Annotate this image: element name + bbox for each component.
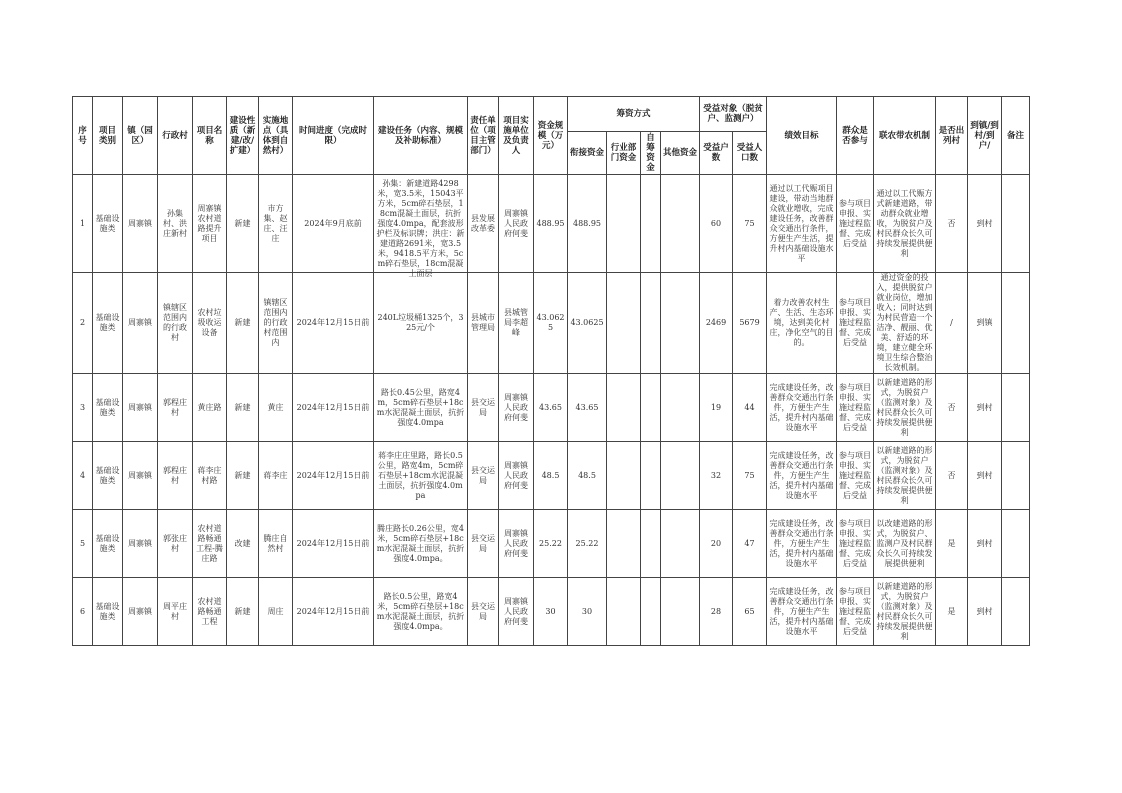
cell-ben-people: 75 xyxy=(733,442,767,510)
cell-location: 市方集、赵庄、汪庄 xyxy=(259,175,293,273)
cell-ben-people: 44 xyxy=(733,374,767,442)
header-funding-self: 自筹资金 xyxy=(641,132,661,175)
cell-task xyxy=(374,374,468,442)
cell-village: 孙集村、洪庄新村 xyxy=(158,175,193,273)
cell-task xyxy=(374,578,468,646)
table-row xyxy=(73,578,1030,646)
cell-funding-self xyxy=(641,374,661,442)
cell-funding-industry xyxy=(607,175,641,273)
cell-level: 到村 xyxy=(968,510,1002,578)
cell-participation: 参与项目申报、实施过程监督、完成后受益 xyxy=(837,175,874,273)
cell-category: 基础设施类 xyxy=(93,374,123,442)
cell-project-name: 周寨镇农村道路提升项目 xyxy=(193,175,227,273)
cell-funding-industry xyxy=(607,442,641,510)
cell-task xyxy=(374,442,468,510)
cell-mechanism: 以新建道路的形式，为脱贫户（监测对象）及村民群众长久可持续发展提供便利 xyxy=(874,442,936,510)
header-unit: 责任单位（项目主管部门） xyxy=(468,97,499,175)
header-funding-other: 其他资金 xyxy=(661,132,700,175)
cell-fund: 488.95 xyxy=(534,175,568,273)
cell-mechanism: 以新建道路的形式，为脱贫户（监测对象）及村民群众长久可持续发展提供便利 xyxy=(874,578,936,646)
cell-leader: 周寨镇人民政府何斐 xyxy=(499,442,534,510)
cell-project-name: 蒋李庄村路 xyxy=(193,442,227,510)
cell-funding-direct: 30 xyxy=(568,578,607,646)
cell-ben-households: 28 xyxy=(700,578,733,646)
cell-unit: 县城市管理局 xyxy=(468,273,499,374)
cell-target: 完成建设任务，改善群众交通出行条件，方便生产生活，提升村内基础设施水平 xyxy=(767,442,837,510)
cell-funding-industry xyxy=(607,578,641,646)
cell-participation: 参与项目申报、实施过程监督、完成后受益 xyxy=(837,442,874,510)
cell-task-text: 腾庄路长0.26公里，宽4米，5cm碎石垫层+18cm水泥混凝土面层，抗折强度4.0mpa。 xyxy=(376,523,465,563)
cell-target: 完成建设任务，改善群众交通出行条件，方便生产生活，提升村内基础设施水平 xyxy=(767,374,837,442)
cell-listed: 否 xyxy=(936,175,968,273)
header-beneficiary-group: 受益对象（脱贫户、监测户） xyxy=(700,97,767,132)
cell-funding-self xyxy=(641,273,661,374)
cell-unit: 县发展改革委 xyxy=(468,175,499,273)
cell-funding-other xyxy=(661,175,700,273)
header-location: 实施地点（具体到自然村） xyxy=(259,97,293,175)
cell-location: 黄庄 xyxy=(259,374,293,442)
header-project-name: 项目名称 xyxy=(193,97,227,175)
cell-schedule: 2024年9月底前 xyxy=(293,175,374,273)
cell-remark xyxy=(1002,442,1030,510)
cell-funding-direct: 488.95 xyxy=(568,175,607,273)
cell-project-name: 农村道路畅通工程-腾庄路 xyxy=(193,510,227,578)
header-town: 镇（园区） xyxy=(123,97,158,175)
table-row xyxy=(73,175,1030,273)
cell-funding-other xyxy=(661,442,700,510)
cell-unit: 县交运局 xyxy=(468,510,499,578)
cell-mechanism: 以新建道路的形式，为脱贫户（监测对象）及村民群众长久可持续发展提供便利 xyxy=(874,374,936,442)
cell-unit: 县交运局 xyxy=(468,442,499,510)
cell-target: 通过以工代赈项目建设，带动当地群众就业增收，完成建设任务，改善群众交通出行条件，方便生产生活，提升村内基础设施水平 xyxy=(767,175,837,273)
cell-category: 基础设施类 xyxy=(93,273,123,374)
cell-seq: 1 xyxy=(73,175,93,273)
cell-funding-self xyxy=(641,175,661,273)
header-mechanism: 联农带农机制 xyxy=(874,97,936,175)
cell-town: 周寨镇 xyxy=(123,578,158,646)
cell-village: 镇辖区范围内的行政村 xyxy=(158,273,193,374)
cell-town: 周寨镇 xyxy=(123,510,158,578)
cell-task-text: 路长0.45公里，路宽4m，5cm碎石垫层+18cm水泥混凝土面层，抗折强度4.0mpa xyxy=(376,387,465,427)
cell-project-name: 黄庄路 xyxy=(193,374,227,442)
cell-task-text: 240L垃圾桶1325个，325元/个 xyxy=(377,313,464,332)
header-task: 建设任务（内容、规模及补助标准） xyxy=(374,97,468,175)
cell-nature: 新建 xyxy=(227,578,259,646)
cell-leader: 县城管局李超峰 xyxy=(499,273,534,374)
cell-ben-people: 5679 xyxy=(733,273,767,374)
cell-town: 周寨镇 xyxy=(123,175,158,273)
cell-village: 郭程庄村 xyxy=(158,442,193,510)
header-funding-direct: 衔接资金 xyxy=(568,132,607,175)
cell-funding-other xyxy=(661,578,700,646)
cell-participation: 参与项目申报、实施过程监督、完成后受益 xyxy=(837,374,874,442)
cell-participation: 参与项目申报、实施过程监督、完成后受益 xyxy=(837,578,874,646)
cell-category: 基础设施类 xyxy=(93,578,123,646)
cell-town: 周寨镇 xyxy=(123,442,158,510)
cell-seq: 2 xyxy=(73,273,93,374)
cell-ben-households: 60 xyxy=(700,175,733,273)
header-nature: 建设性质（新建/改/扩建） xyxy=(227,97,259,175)
header-funding-group: 筹资方式 xyxy=(568,97,700,132)
cell-fund: 48.5 xyxy=(534,442,568,510)
cell-funding-direct: 43.0625 xyxy=(568,273,607,374)
cell-funding-industry xyxy=(607,510,641,578)
cell-ben-households: 20 xyxy=(700,510,733,578)
cell-location: 周庄 xyxy=(259,578,293,646)
cell-fund: 30 xyxy=(534,578,568,646)
cell-town: 周寨镇 xyxy=(123,273,158,374)
cell-seq: 4 xyxy=(73,442,93,510)
cell-leader: 周寨镇人民政府何斐 xyxy=(499,175,534,273)
cell-level: 到镇 xyxy=(968,273,1002,374)
cell-listed: 是 xyxy=(936,510,968,578)
cell-ben-people: 75 xyxy=(733,175,767,273)
cell-funding-industry xyxy=(607,374,641,442)
cell-seq: 3 xyxy=(73,374,93,442)
cell-project-name: 农村垃圾收运设备 xyxy=(193,273,227,374)
cell-funding-self xyxy=(641,510,661,578)
cell-task-text: 孙集：新建道路4298米，宽3.5米，15043平方米，5cm碎石垫层，18cm混凝土面层，抗折强度4.0mpa，配套波形护栏及标识牌；洪庄：新建道路2691米，宽3.5米，9418.5平方米，5cm碎石垫层，18cm混凝土面层 xyxy=(376,178,465,278)
cell-participation: 参与项目申报、实施过程监督、完成后受益 xyxy=(837,273,874,374)
cell-fund: 43.0625 xyxy=(534,273,568,374)
cell-village: 郭程庄村 xyxy=(158,374,193,442)
cell-category: 基础设施类 xyxy=(93,510,123,578)
table-row xyxy=(73,510,1030,578)
cell-nature: 改建 xyxy=(227,510,259,578)
cell-remark xyxy=(1002,374,1030,442)
cell-nature: 新建 xyxy=(227,442,259,510)
header-village: 行政村 xyxy=(158,97,193,175)
cell-remark xyxy=(1002,273,1030,374)
cell-schedule: 2024年12月15日前 xyxy=(293,442,374,510)
cell-ben-people: 65 xyxy=(733,578,767,646)
cell-level: 到村 xyxy=(968,175,1002,273)
cell-category: 基础设施类 xyxy=(93,442,123,510)
cell-schedule: 2024年12月15日前 xyxy=(293,374,374,442)
cell-leader: 周寨镇人民政府何斐 xyxy=(499,374,534,442)
cell-fund: 43.65 xyxy=(534,374,568,442)
cell-fund: 25.22 xyxy=(534,510,568,578)
cell-funding-other xyxy=(661,273,700,374)
cell-funding-direct: 48.5 xyxy=(568,442,607,510)
table-row xyxy=(73,273,1030,374)
cell-town: 周寨镇 xyxy=(123,374,158,442)
cell-nature: 新建 xyxy=(227,374,259,442)
cell-village: 郭张庄村 xyxy=(158,510,193,578)
cell-mechanism: 以改建道路的形式，为脱贫户、监测户及村民群众长久可持续发展提供便利 xyxy=(874,510,936,578)
header-listed: 是否出列村 xyxy=(936,97,968,175)
cell-category: 基础设施类 xyxy=(93,175,123,273)
cell-ben-households: 2469 xyxy=(700,273,733,374)
project-table xyxy=(72,96,1030,646)
cell-schedule: 2024年12月15日前 xyxy=(293,273,374,374)
cell-task xyxy=(374,175,468,278)
cell-remark xyxy=(1002,578,1030,646)
cell-unit: 县交运局 xyxy=(468,374,499,442)
cell-target: 完成建设任务，改善群众交通出行条件，方便生产生活，提升村内基础设施水平 xyxy=(767,510,837,578)
cell-project-name: 农村道路畅通工程 xyxy=(193,578,227,646)
cell-participation: 参与项目申报、实施过程监督、完成后受益 xyxy=(837,510,874,578)
header-fund: 资金规模（万元） xyxy=(534,97,568,175)
cell-remark xyxy=(1002,510,1030,578)
cell-listed: 是 xyxy=(936,578,968,646)
cell-task xyxy=(374,273,468,374)
cell-unit: 县交运局 xyxy=(468,578,499,646)
header-funding-industry: 行业部门资金 xyxy=(607,132,641,175)
cell-village: 周平庄村 xyxy=(158,578,193,646)
header-category: 项目类别 xyxy=(93,97,123,175)
cell-funding-self xyxy=(641,442,661,510)
cell-funding-direct: 43.65 xyxy=(568,374,607,442)
cell-funding-direct: 25.22 xyxy=(568,510,607,578)
cell-task-text: 路长0.5公里，路宽4米，5cm碎石垫层+18cm水泥混凝土面层，抗折强度4.0mpa。 xyxy=(376,591,465,631)
cell-ben-households: 32 xyxy=(700,442,733,510)
cell-funding-self xyxy=(641,578,661,646)
header-seq: 序号 xyxy=(73,97,93,175)
cell-schedule: 2024年12月15日前 xyxy=(293,510,374,578)
cell-target: 着力改善农村生产、生活、生态环境，达到美化村庄，净化空气的目的。 xyxy=(767,273,837,374)
cell-level: 到村 xyxy=(968,578,1002,646)
header-level: 到镇/到村/到户/ xyxy=(968,97,1002,175)
cell-nature: 新建 xyxy=(227,273,259,374)
cell-leader: 周寨镇人民政府何斐 xyxy=(499,578,534,646)
cell-listed: 否 xyxy=(936,442,968,510)
header-remark: 备注 xyxy=(1002,97,1030,175)
cell-seq: 6 xyxy=(73,578,93,646)
cell-target: 完成建设任务，改善群众交通出行条件，方便生产生活，提升村内基础设施水平 xyxy=(767,578,837,646)
header-ben-households: 受益户数 xyxy=(700,132,733,175)
table-row xyxy=(73,374,1030,442)
cell-remark xyxy=(1002,175,1030,273)
cell-task xyxy=(374,510,468,578)
cell-ben-people: 47 xyxy=(733,510,767,578)
header-schedule: 时间进度（完成时限） xyxy=(293,97,374,175)
cell-nature: 新建 xyxy=(227,175,259,273)
header-target: 绩效目标 xyxy=(767,97,837,175)
cell-listed: / xyxy=(936,273,968,374)
cell-mechanism: 通过资金的投入，提供脱贫户就业岗位，增加收入；同时达到为村民营造一个洁净、靓丽、优美、舒适的环境，建立健全环境卫生综合整治长效机制。 xyxy=(874,273,936,374)
header-leader: 项目实施单位及负责人 xyxy=(499,97,534,175)
cell-level: 到村 xyxy=(968,374,1002,442)
cell-funding-other xyxy=(661,374,700,442)
table-row xyxy=(73,442,1030,510)
header-participation: 群众是否参与 xyxy=(837,97,874,175)
cell-leader: 周寨镇人民政府何斐 xyxy=(499,510,534,578)
cell-task-text: 蒋李庄庄里路，路长0.5公里，路宽4m，5cm碎石垫层+18cm水泥混凝土面层，抗折强度4.0mpa xyxy=(377,450,464,500)
cell-level: 到村 xyxy=(968,442,1002,510)
cell-seq: 5 xyxy=(73,510,93,578)
cell-listed: 否 xyxy=(936,374,968,442)
cell-location: 镇辖区范围内的行政村范围内 xyxy=(259,273,293,374)
cell-funding-industry xyxy=(607,273,641,374)
header-ben-people: 受益人口数 xyxy=(733,132,767,175)
cell-mechanism: 通过以工代赈方式新建道路，带动群众就业增收，为脱贫户及村民群众长久可持续发展提供便利 xyxy=(874,175,936,273)
cell-location: 腾庄自然村 xyxy=(259,510,293,578)
cell-schedule: 2024年12月15日前 xyxy=(293,578,374,646)
cell-location: 蒋李庄 xyxy=(259,442,293,510)
cell-funding-other xyxy=(661,510,700,578)
cell-ben-households: 19 xyxy=(700,374,733,442)
